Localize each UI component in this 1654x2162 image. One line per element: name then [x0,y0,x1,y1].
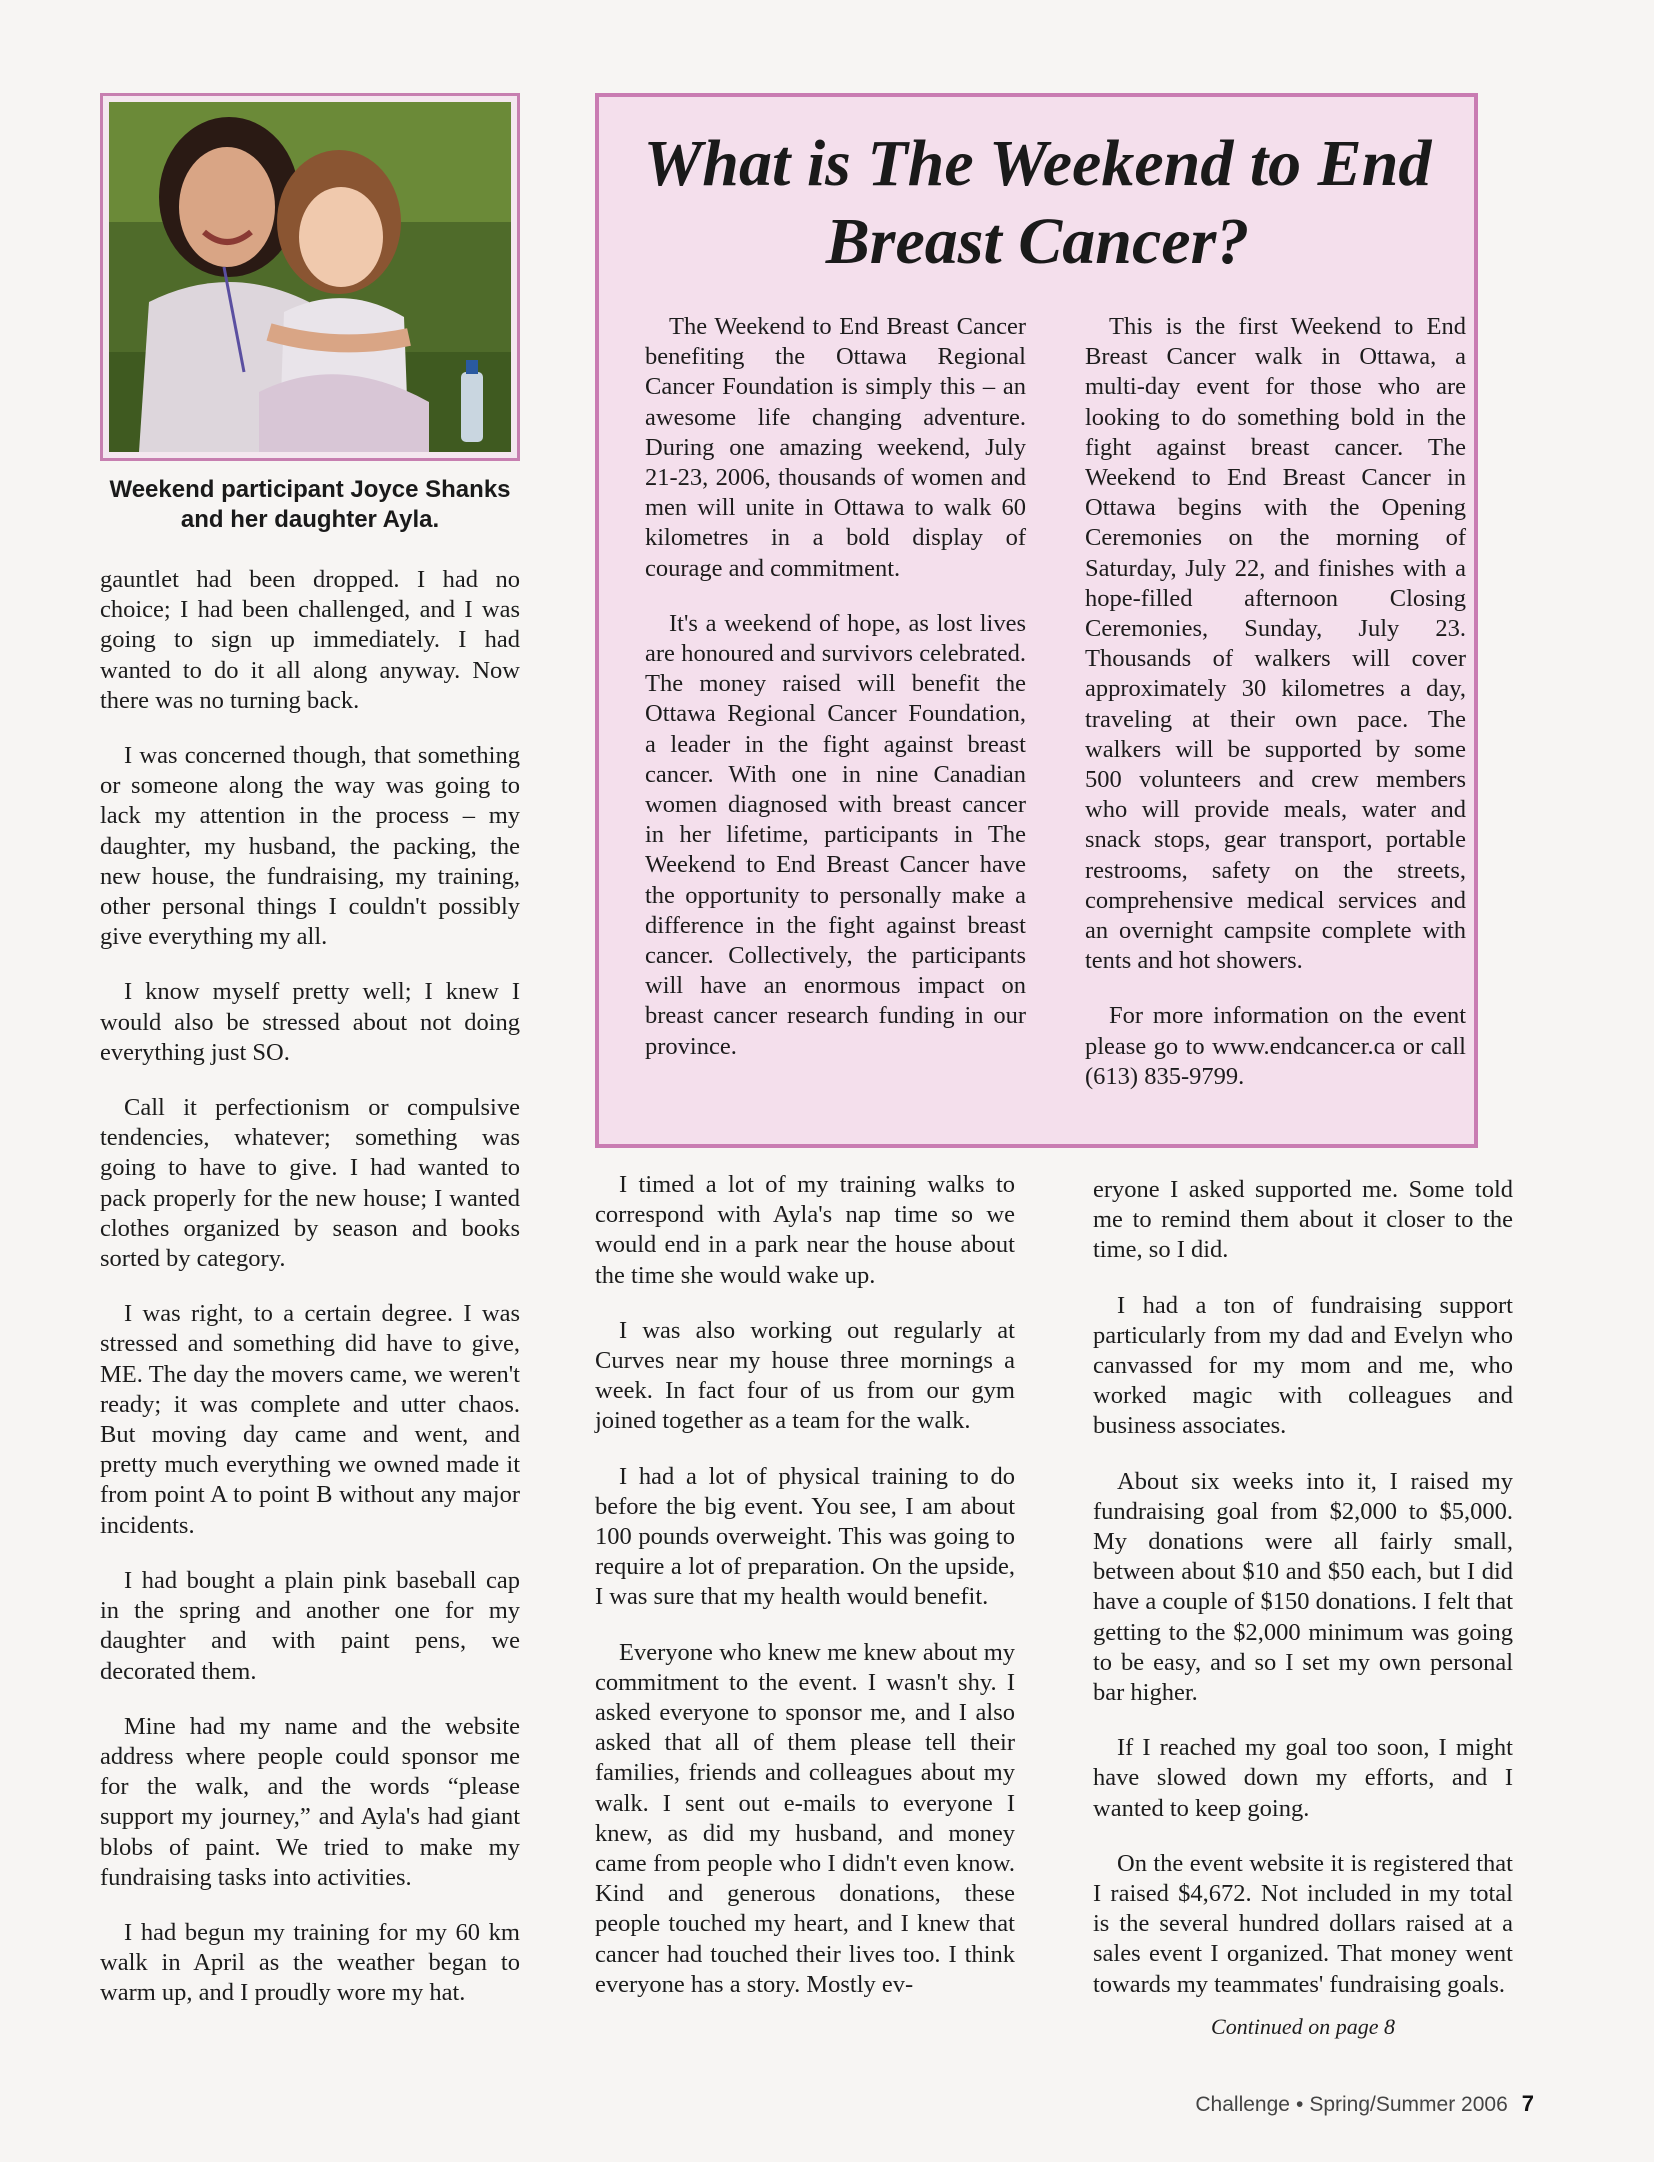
paragraph: About six weeks into it, I raised my fundraising goal from $2,000 to $5,000. My donations were all fairly small, between about $10 and $50 each, but I did have a couple of $150 donations. I felt that getting to the $2,000 minimum was going to be easy, and so I set my own personal bar higher. [1093,1467,1513,1707]
paragraph: If I reached my goal too soon, I might have slowed down my efforts, and I wanted to keep going. [1093,1734,1513,1822]
paragraph: For more information on the event please go to www.endcancer.ca or call (613) 835-9799. [1085,1002,1466,1090]
issue-label: Spring/Summer 2006 [1309,2093,1508,2116]
paragraph: The Weekend to End Breast Cancer benefiting the Ottawa Regional Cancer Foundation is simply this – an awesome life changing adventure. During one amazing weekend, July 21-23, 2006, thousands of women and men will unite in Ottawa to walk 60 kilometres in a bold display of courage and commitment. [645,313,1026,582]
paragraph: I was also working out regularly at Curves near my house three mornings a week. In fact four of us from our gym joined together as a team for the walk. [595,1316,1015,1435]
continued-note: Continued on page 8 [1211,2014,1395,2039]
photo-joyce-and-ayla [100,93,520,461]
sidebar-title: What is The Weekend to End Breast Cancer? [643,127,1432,278]
paragraph: I had begun my training for my 60 km walk in April as the weather began to warm up, and I proudly wore my hat. [100,1918,520,2007]
photo-caption: Weekend participant Joyce Shanks and her daughter Ayla. [109,476,511,533]
paragraph: I had a ton of fundraising support particularly from my dad and Evelyn who canvassed for my mom and me, who worked magic with colleagues and business associates. [1093,1291,1513,1440]
paragraph: I had bought a plain pink baseball cap in the spring and another one for my daughter and with paint pens, we decorated them. [100,1566,520,1685]
bullet-separator: • [1295,2093,1304,2116]
paragraph: I had a lot of physical training to do before the big event. You see, I am about 100 pounds overweight. This was going to require a lot of preparation. On the upside, I was sure that my health would benefit. [595,1462,1015,1611]
page-number: 7 [1521,2091,1534,2116]
page-footer [1195,2091,1534,2117]
photo-image [109,102,511,452]
paragraph: On the event website it is registered that I raised $4,672. Not included in my total is the several hundred dollars raised at a sales event I organized. That money went towards my teammates' fundraising goals. [1093,1849,1513,1998]
paragraph: eryone I asked supported me. Some told me to remind them about it closer to the time, so I did. [1093,1176,1513,1264]
paragraph: Call it perfectionism or compulsive tendencies, whatever; something was going to have to give. I had wanted to pack properly for the new house; I wanted clothes organized by season and books sorted by category. [100,1094,520,1273]
article-column-middle [595,1170,1015,2025]
paragraph: I timed a lot of my training walks to correspond with Ayla's nap time so we would end in a park near the house about the time she would wake up. [595,1171,1015,1289]
paragraph: It's a weekend of hope, as lost lives are honoured and survivors celebrated. The money raised will benefit the Ottawa Regional Cancer Foundation, a leader in the fight against breast cancer. With one in nine Canadian women diagnosed with breast cancer in her lifetime, participants in The Weekend to End Breast Cancer have the opportunity to personally make a difference in the fight against breast cancer. Collectively, the participants will have an enormous impact on breast cancer research funding in our province. [645,609,1026,1060]
article-column-left [100,565,520,2034]
paragraph: I know myself pretty well; I knew I would also be stressed about not doing everything just SO. [100,978,520,1066]
paragraph: I was right, to a certain degree. I was stressed and something did have to give, ME. The day the movers came, we weren't ready; it was complete and utter chaos. But moving day came and went, and pretty much everything we owned made it from point A to point B without any major incidents. [100,1300,520,1539]
paragraph: I was concerned though, that something or someone along the way was going to lack my attention in the process – my daughter, my husband, the packing, the new house, the fundraising, my training, other personal things I couldn't possibly give everything my all. [100,742,520,951]
paragraph: This is the first Weekend to End Breast Cancer walk in Ottawa, a multi-day event for those who are looking to do something bold in the fight against breast cancer. The Weekend to End Breast Cancer in Ottawa begins with the Opening Ceremonies on the morning of Saturday, July 22, and finishes with a hope-filled afternoon Closing Ceremonies, Sunday, July 23. Thousands of walkers will cover approximately 30 kilometres a day, traveling at their own pace. The walkers will be supported by some 500 volunteers and crew members who will provide meals, water and snack stops, gear transport, portable restrooms, safety on the streets, comprehensive medical services and an overnight campsite complete with tents and hot showers. [1085,313,1466,975]
paragraph: Mine had my name and the website address where people could sponsor me for the walk, and the words “please support my journey,” and Ayla's had giant blobs of paint. We tried to make my fundraising tasks into activities. [100,1712,520,1891]
paragraph: gauntlet had been dropped. I had no choice; I had been challenged, and I was going to sign up immediately. I had wanted to do it all along anyway. Now there was no turning back. [100,566,520,714]
article-column-right [1093,1175,1513,2025]
sidebar-column-1 [645,312,1026,1087]
publication-name: Challenge [1195,2093,1290,2116]
paragraph: Everyone who knew me knew about my commitment to the event. I wasn't shy. I asked everyone to sponsor me, and I also asked that all of them please tell their families, friends and colleagues about my walk. I sent out e-mails to everyone I knew, as did my husband, and money came from people who I didn't even know. Kind and generous donations, these people touched my heart, and I knew that cancer had touched their lives too. I think everyone has a story. Mostly ev- [595,1638,1015,1998]
sidebar-column-2 [1085,312,1466,1117]
